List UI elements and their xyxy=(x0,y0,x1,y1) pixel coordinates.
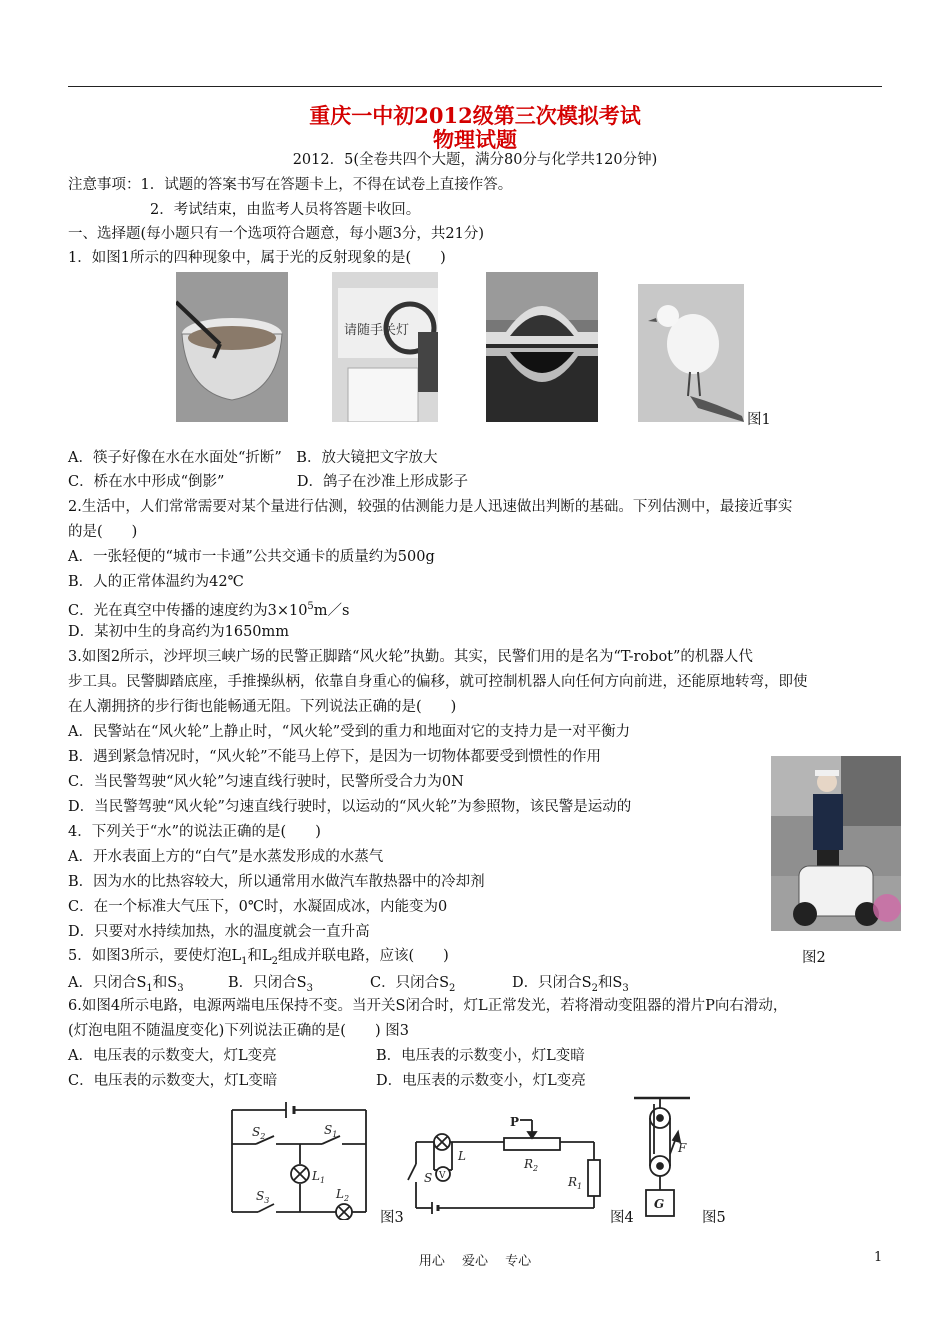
q1-options-cd: C．桥在水中形成“倒影” D．鸽子在沙准上形成影子 xyxy=(68,474,469,490)
q6-option-b: B．电压表的示数变小，灯L变暗 xyxy=(376,1048,585,1064)
fig4-label-v: V xyxy=(439,1171,446,1181)
q2-option-d: D．某初中生的身高约为1650mm xyxy=(68,624,290,640)
fig5-label: 图5 xyxy=(702,1210,726,1226)
figure-4-circuit xyxy=(404,1112,608,1222)
photo-chopsticks-in-bowl xyxy=(176,272,288,422)
fig2-label: 图2 xyxy=(802,950,826,966)
q6-stem-1: 6.如图4所示电路，电源两端电压保持不变。当开关S闭合时，灯L正常发光，若将滑动变阻器的滑片P向右滑动， xyxy=(68,998,788,1014)
q6-stem-2: (灯泡电阻不随温度变化)下列说法正确的是( ) 图3 xyxy=(68,1023,409,1039)
q5-option-d: D．只闭合$S_2$和$S_3$ xyxy=(512,975,629,994)
q5-option-c: C．只闭合$S_2$ xyxy=(370,975,456,994)
exam-info: 2012．5(全卷共四个大题，满分80分与化学共120分钟) xyxy=(292,152,658,168)
fig1-label: 图1 xyxy=(747,412,771,428)
page-number: 1 xyxy=(874,1250,883,1265)
fig3-label-l1: $L_1$ xyxy=(312,1169,326,1185)
header-rule xyxy=(68,86,882,87)
q1-options-ab: A．筷子好像在水在水面处“折断” B．放大镜把文字放大 xyxy=(68,450,438,466)
footer-motto: 用心 爱心 专心 xyxy=(418,1254,532,1269)
q5-option-b: B．只闭合$S_3$ xyxy=(228,975,313,994)
figure-3-circuit xyxy=(224,1100,374,1220)
q4-stem: 4．下列关于“水”的说法正确的是( ) xyxy=(68,824,321,840)
sign-text: 请随手关灯 xyxy=(344,323,410,338)
notes-line-1: 注意事项：1．试题的答案书写在答题卡上，不得在试卷上直接作答。 xyxy=(68,177,513,193)
q2-stem-1: 2.生活中，人们常常需要对某个量进行估测，较强的估测能力是人迅速做出判断的基础。下列估测中，最接近事实 xyxy=(68,499,793,515)
q4-option-a: A．开水表面上方的“白气”是水蒸发形成的水蒸气 xyxy=(68,849,384,865)
fig4-label-r1: $R_1$ xyxy=(568,1175,583,1191)
q4-option-b: B．因为水的比热容较大，所以通常用水做汽车散热器中的冷却剂 xyxy=(68,874,485,890)
fig3-label-l2: $L_2$ xyxy=(336,1187,350,1203)
photo-pigeon-shadow xyxy=(638,284,744,422)
q2-option-c: C．光在真空中传播的速度约为$3\times 10^5m/s$ xyxy=(68,601,350,619)
q4-option-d: D．只要对水持续加热，水的温度就会一直升高 xyxy=(68,924,370,940)
q3-stem-3: 在人潮拥挤的步行街也能畅通无阻。下列说法正确的是( ) xyxy=(68,699,457,715)
fig5-label-g: G xyxy=(654,1197,665,1211)
q3-stem-2: 步工具。民警脚踏底座，手推操纵柄，依靠自身重心的偏移，就可控制机器人向任何方向前进，还能原地转弯，即使 xyxy=(68,674,808,690)
q6-option-d: D．电压表的示数变小，灯L变亮 xyxy=(376,1073,586,1089)
q5-option-a: A．只闭合$S_1$和$S_3$ xyxy=(68,975,184,994)
fig3-label-s2: $S_2$ xyxy=(252,1125,266,1141)
q4-option-c: C．在一个标准大气压下，0℃时，水凝固成冰，内能变为0 xyxy=(68,899,448,915)
q5-stem: 5．如图3所示，要使灯泡$L_1$和$L_2$组成并联电路，应该( ) xyxy=(68,948,449,967)
photo-magnifier-sign xyxy=(332,272,438,422)
fig3-label-s1: $S_1$ xyxy=(324,1123,338,1139)
q2-option-a: A．一张轻便的“城市一卡通”公共交通卡的质量约为500g xyxy=(68,549,435,565)
fig4-label: 图4 xyxy=(610,1210,634,1226)
q6-option-c: C．电压表的示数变大，灯L变暗 xyxy=(68,1073,278,1089)
fig3-label-s3: $S_3$ xyxy=(256,1189,270,1205)
fig4-label-s: S xyxy=(424,1171,433,1185)
photo-bridge-reflection xyxy=(486,272,598,422)
exam-subtitle: 物理试题 xyxy=(433,127,517,152)
notes-line-2: 2．考试结束，由监考人员将答题卡收回。 xyxy=(150,202,421,218)
q3-option-c: C．当民警驾驶“风火轮”匀速直线行驶时，民警所受合力为0N xyxy=(68,774,464,790)
q3-option-a: A．民警站在“风火轮”上静止时，“风火轮”受到的重力和地面对它的支持力是一对平衡力 xyxy=(68,724,631,740)
exam-title: 重庆一中初2012级第三次模拟考试 xyxy=(309,103,641,128)
figure-5-pulley xyxy=(630,1094,696,1222)
fig4-label-p: P xyxy=(510,1115,520,1129)
section-1-heading: 一、选择题(每小题只有一个选项符合题意，每小题3分，共21分) xyxy=(68,226,484,242)
q3-stem-1: 3.如图2所示，沙坪坝三峡广场的民警正脚踏“风火轮”执勤。其实，民警们用的是名为“T-robot”的机器人代 xyxy=(68,649,753,665)
q3-option-d: D．当民警驾驶“风火轮”匀速直线行驶时，以运动的“风火轮”为参照物，该民警是运动的 xyxy=(68,799,632,815)
fig3-label: 图3 xyxy=(380,1210,404,1226)
q2-stem-2: 的是( ) xyxy=(68,524,138,540)
q6-option-a: A．电压表的示数变大，灯L变亮 xyxy=(68,1048,277,1064)
fig4-label-r2: $R_2$ xyxy=(524,1157,539,1173)
photo-police-segway xyxy=(771,756,901,931)
fig4-label-l: L xyxy=(458,1149,466,1163)
q1-stem: 1．如图1所示的四种现象中，属于光的反射现象的是( ) xyxy=(68,250,446,266)
fig5-label-f: F xyxy=(678,1141,687,1155)
q2-option-b: B．人的正常体温约为42℃ xyxy=(68,574,244,590)
q3-option-b: B．遇到紧急情况时，“风火轮”不能马上停下，是因为一切物体都要受到惯性的作用 xyxy=(68,749,601,765)
